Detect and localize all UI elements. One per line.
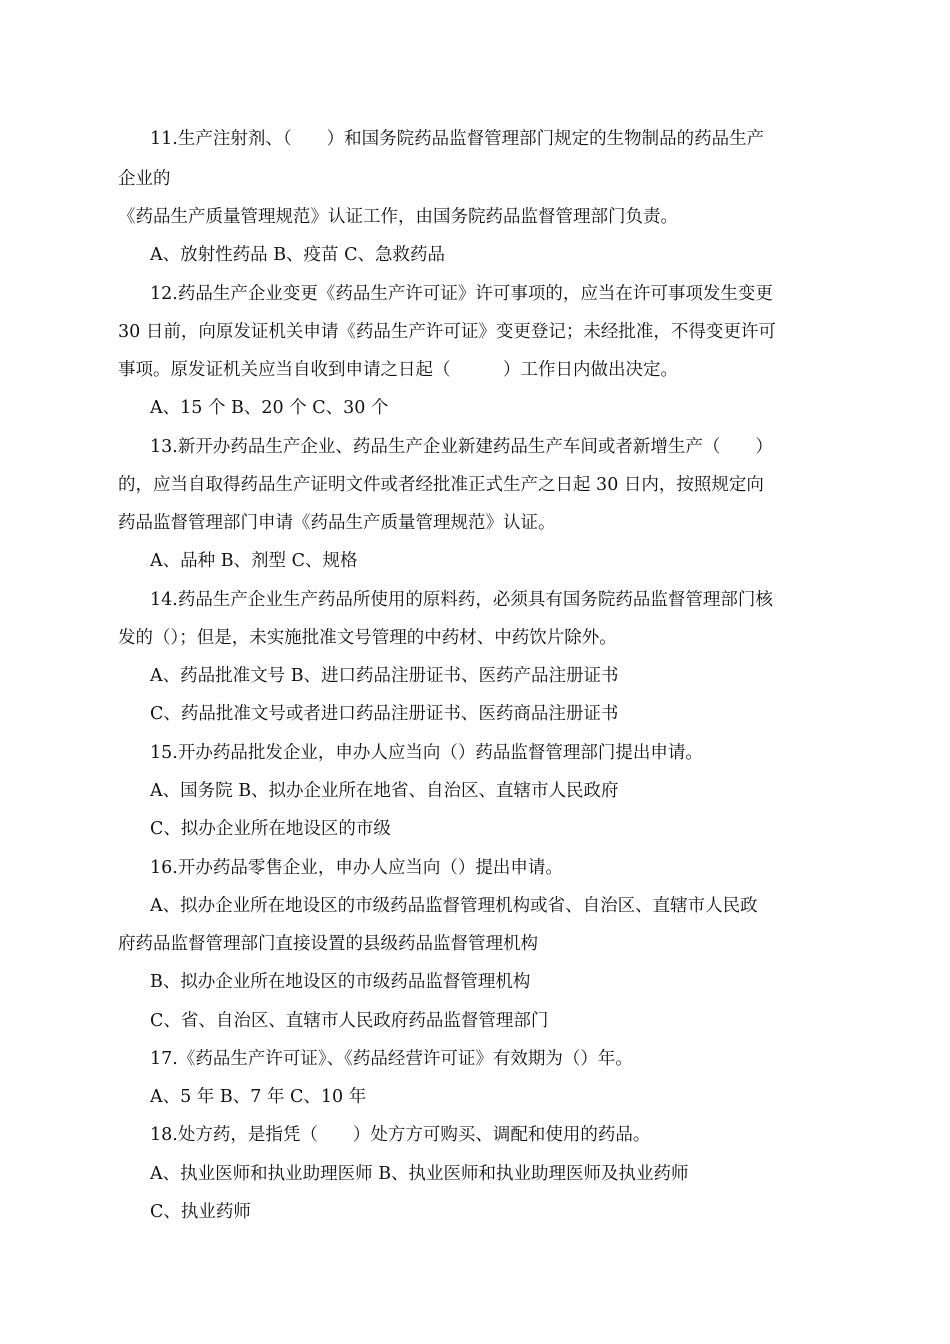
question-11-line-2: 企业的 [118,169,171,189]
question-12-line-3: 事项。原发证机关应当自收到申请之日起（ ）工作日内做出决定。 [118,360,678,380]
question-13-line-1: 13.新开办药品生产企业、药品生产企业新建药品生产车间或者新增生产（ ） [150,437,773,457]
question-14-line-1: 14.药品生产企业生产药品所使用的原料药，必须具有国务院药品监督管理部门核 [150,590,773,610]
question-16-option-c: C、省、自治区、直辖市人民政府药品监督管理部门 [150,1011,549,1031]
question-17-options: A、5 年 B、7 年 C、10 年 [150,1087,367,1107]
question-12-line-1: 12.药品生产企业变更《药品生产许可证》许可事项的，应当在许可事项发生变更 [150,284,773,304]
question-12-options: A、15 个 B、20 个 C、30 个 [150,398,389,418]
question-15-option-c: C、拟办企业所在地设区的市级 [150,819,391,839]
question-15-line-1: 15.开办药品批发企业，申办人应当向（）药品监督管理部门提出申请。 [150,743,703,763]
question-13-line-3: 药品监督管理部门申请《药品生产质量管理规范》认证。 [118,513,556,533]
question-14-option-ab: A、药品批准文号 B、进口药品注册证书、医药产品注册证书 [150,666,619,686]
question-18-option-c: C、执业药师 [150,1202,251,1222]
question-12-line-2: 30 日前，向原发证机关申请《药品生产许可证》变更登记；未经批准，不得变更许可 [118,322,776,342]
question-11-line-1: 11.生产注射剂、（ ）和国务院药品监督管理部门规定的生物制品的药品生产 [150,129,765,149]
question-16-option-a-line-2: 府药品监督管理部门直接设置的县级药品监督管理机构 [118,934,538,954]
question-13-line-2: 的，应当自取得药品生产证明文件或者经批准正式生产之日起 30 日内，按照规定向 [118,475,764,495]
question-11-options: A、放射性药品 B、疫苗 C、急救药品 [150,245,446,265]
question-11-line-3: 《药品生产质量管理规范》认证工作，由国务院药品监督管理部门负责。 [118,207,678,227]
question-15-option-ab: A、国务院 B、拟办企业所在地省、自治区、直辖市人民政府 [150,781,619,801]
question-16-option-a-line-1: A、拟办企业所在地设区的市级药品监督管理机构或省、自治区、直辖市人民政 [150,896,758,916]
question-18-option-ab: A、执业医师和执业助理医师 B、执业医师和执业助理医师及执业药师 [150,1164,689,1184]
question-14-option-c: C、药品批准文号或者进口药品注册证书、医药商品注册证书 [150,704,619,724]
question-17-line-1: 17.《药品生产许可证》、《药品经营许可证》有效期为（）年。 [150,1049,633,1069]
question-18-line-1: 18.处方药，是指凭（ ）处方方可购买、调配和使用的药品。 [150,1125,651,1145]
question-16-line-1: 16.开办药品零售企业，申办人应当向（）提出申请。 [150,858,563,878]
question-14-line-2: 发的（）；但是，未实施批准文号管理的中药材、中药饮片除外。 [118,628,617,648]
question-16-option-b: B、拟办企业所在地设区的市级药品监督管理机构 [150,972,531,992]
question-13-options: A、品种 B、剂型 C、规格 [150,551,358,571]
